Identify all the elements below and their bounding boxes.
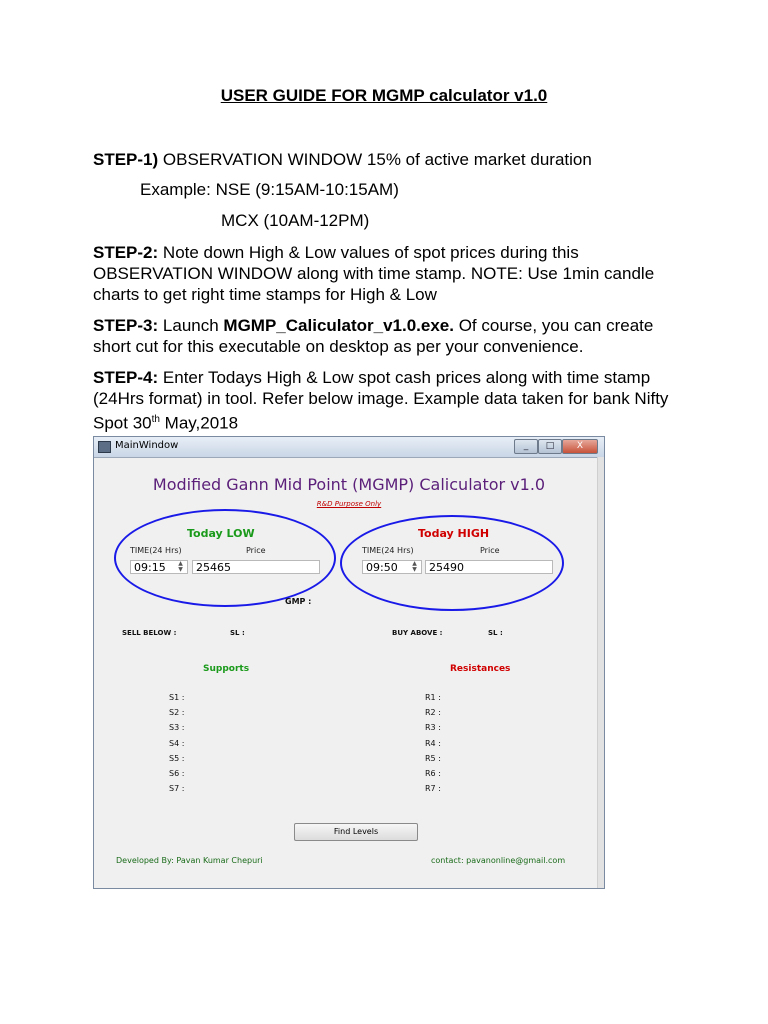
high-price-field[interactable]: 25490 (425, 560, 553, 574)
rd-note: R&D Purpose Only (316, 500, 382, 508)
buy-above-label: BUY ABOVE : (392, 629, 443, 637)
window-edge (597, 457, 604, 889)
app-window-screenshot (93, 436, 605, 889)
window-titlebar (94, 437, 604, 458)
low-time-field[interactable]: 09:15 (130, 560, 188, 574)
resistance-r5: R5 : (425, 754, 441, 763)
resistance-r3: R3 : (425, 723, 441, 732)
step4-text: Enter Todays High & Low spot cash prices along with time stamp (24Hrs format) in tool. Refer below image. Example data taken for bank Nifty Spot 30 (93, 368, 669, 433)
close-button[interactable]: X (562, 439, 598, 454)
step2-paragraph (93, 242, 693, 305)
high-time-spinner-icon[interactable]: ▲ ▼ (412, 560, 417, 573)
step3-paragraph (93, 315, 693, 357)
resistances-title: Resistances (450, 664, 511, 674)
resistance-r4: R4 : (425, 739, 441, 748)
step3-exe: MGMP_Caliculator_v1.0.exe. (223, 316, 454, 335)
find-levels-button[interactable]: Find Levels (294, 823, 418, 841)
maximize-button[interactable]: □ (538, 439, 562, 454)
gmp-label: GMP : (285, 597, 312, 606)
resistance-r7: R7 : (425, 784, 441, 793)
step1-label: STEP-1) (93, 150, 159, 169)
high-price-label: Price (480, 546, 500, 555)
support-s7: S7 : (169, 784, 185, 793)
window-title: MainWindow (115, 440, 179, 451)
example-mcx: MCX (10AM-12PM) (221, 211, 370, 230)
low-price-label: Price (246, 546, 266, 555)
support-s3: S3 : (169, 723, 185, 732)
high-title: Today HIGH (418, 527, 490, 540)
support-s2: S2 : (169, 708, 185, 717)
app-title: Modified Gann Mid Point (MGMP) Caliculator v1.0 (152, 475, 546, 494)
low-time-label: TIME(24 Hrs) (130, 546, 182, 555)
low-annotation-circle (114, 509, 336, 607)
support-s6: S6 : (169, 769, 185, 778)
step3-label: STEP-3: (93, 316, 159, 335)
step1-paragraph (93, 149, 693, 170)
step4-paragraph (93, 367, 693, 434)
step4-label: STEP-4: (93, 368, 159, 387)
low-price-field[interactable]: 25465 (192, 560, 320, 574)
step4-end: May,2018 (159, 413, 239, 433)
sell-below-label: SELL BELOW : (122, 629, 177, 637)
step3-pre: Launch (158, 316, 224, 335)
resistance-r2: R2 : (425, 708, 441, 717)
sl-right-label: SL : (488, 629, 503, 637)
support-s1: S1 : (169, 693, 185, 702)
support-s5: S5 : (169, 754, 185, 763)
step1-text: OBSERVATION WINDOW 15% of active market duration (158, 150, 592, 169)
example-nse: Example: NSE (9:15AM-10:15AM) (140, 180, 399, 199)
resistance-r6: R6 : (425, 769, 441, 778)
document-title: USER GUIDE FOR MGMP calculator v1.0 (220, 86, 548, 105)
support-s4: S4 : (169, 739, 185, 748)
contact-info: contact: pavanonline@gmail.com (431, 856, 566, 865)
minimize-button[interactable]: _ (514, 439, 538, 454)
step2-label: STEP-2: (93, 243, 159, 262)
supports-title: Supports (203, 664, 250, 674)
step4-sup: th (151, 414, 160, 425)
resistance-r1: R1 : (425, 693, 441, 702)
app-icon (98, 441, 111, 453)
low-time-spinner-icon[interactable]: ▲ ▼ (178, 560, 183, 573)
step2-text: Note down High & Low values of spot prices during this OBSERVATION WINDOW along with time stamp. NOTE: Use 1min candle charts to get right time stamps for High & Low (93, 243, 655, 304)
developer-credit: Developed By: Pavan Kumar Chepuri (116, 856, 263, 865)
sl-left-label: SL : (230, 629, 245, 637)
high-time-field[interactable]: 09:50 (362, 560, 422, 574)
high-time-label: TIME(24 Hrs) (362, 546, 414, 555)
step3-post: Of course, you can create short cut for this executable on desktop as per your convenience. (93, 316, 654, 356)
low-title: Today LOW (187, 527, 255, 540)
